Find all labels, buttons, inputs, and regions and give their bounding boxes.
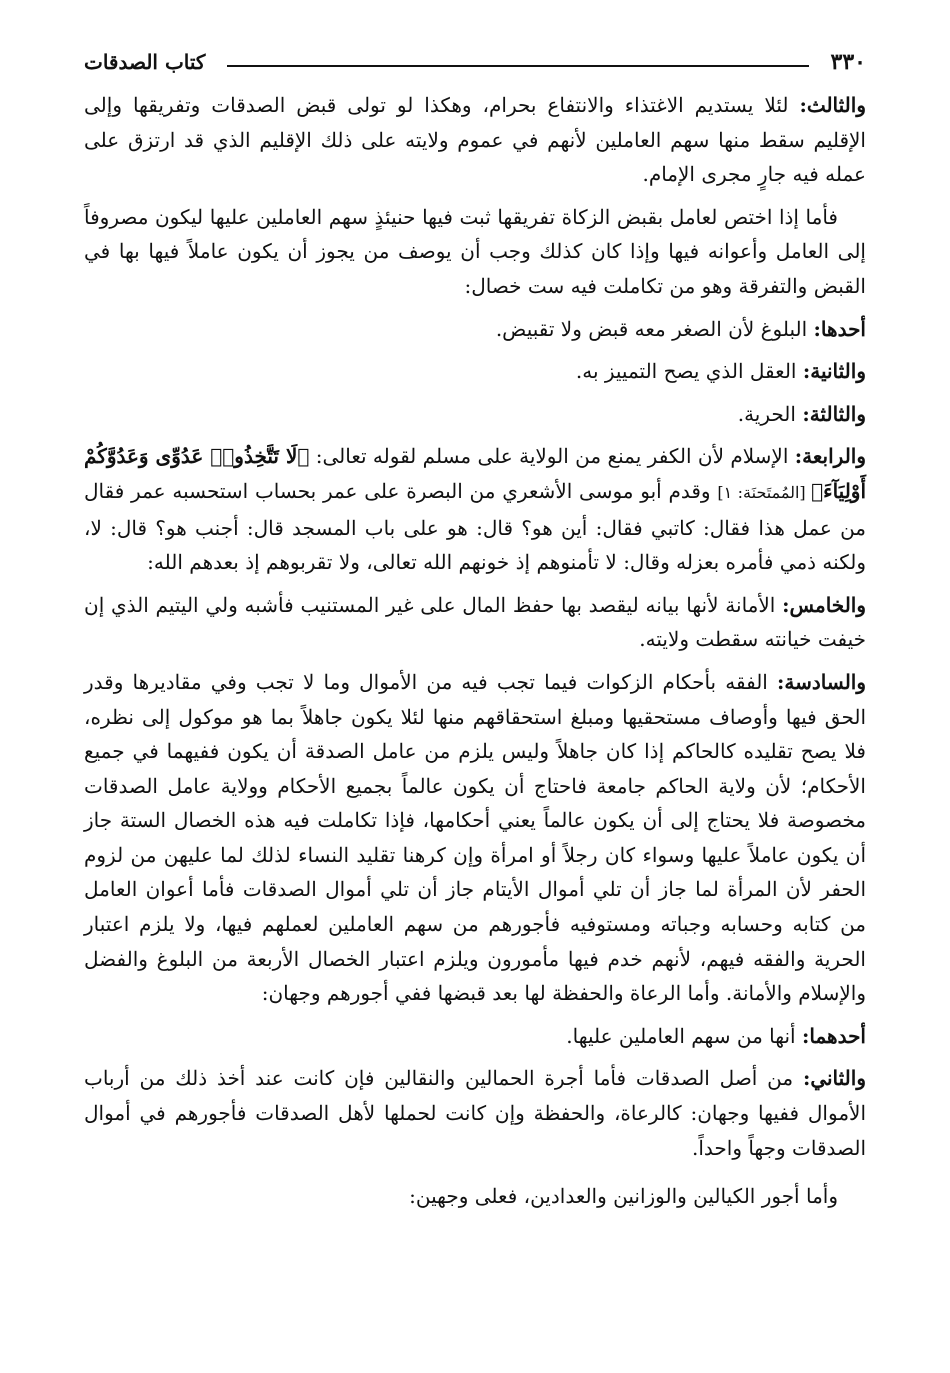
paragraph-lead: أحدهما: bbox=[801, 1023, 866, 1048]
paragraph-lead: والثالثة: bbox=[802, 401, 866, 426]
paragraph-lead: أحدها: bbox=[813, 316, 866, 341]
paragraph-text-continued: وقدم أبو موسى الأشعري من البصرة على عمر بحساب استحسبه عمر فقال من عمل هذا فقال: كاتبي فقال: أين هو؟ قال: هو على باب المسجد قال: أجنب هو؟ قال: لا، ولكنه ذمي فأمره بعزله وقال: لا تأمنوهم إذ خونهم الله تعالى، ولا تقربوهم إذ بعدهم الله: bbox=[84, 478, 866, 575]
page-number: ٣٣٠ bbox=[830, 49, 866, 75]
paragraph-condition-6 bbox=[84, 665, 866, 1011]
paragraph-lead: والسادسة: bbox=[776, 669, 866, 694]
book-title: كتاب الصدقات bbox=[84, 50, 206, 74]
paragraph-text: الفقه بأحكام الزكوات فيما تجب فيه من الأموال وما لا تجب وفي مقاديرها وقدر الحق فيها وأوصاف مستحقيها ومبلغ استحقاقهم منها لئلا يكون جاهلاً بما هو موكول إلى نظره، فلا يصح تقليده كالحاكم إذا كان جاهلاً وليس يلزم من عامل الصدقة أن يكون ففيهما في جميع الأحكام؛ لأن ولاية الحاكم جامعة فاحتاج أن يكون عالماً بجميع الأحكام وولاية عامل الصدقات مخصوصة فلا يحتاج إلى أن يكون عالماً يعني أحكامها، فإذا تكاملت فيه هذه الخصال الستة جاز أن يكون عاملاً عليها وسواء كان رجلاً أو امرأة وإن كرهنا تقليد النساء لذلك لما عليهن من لزوم الحفر لأن المرأة لما جاز أن تلي أموال الأيتام جاز أن تلي أموال الصدقات فأما أعوان العامل من كتابه وحسابه وجباته ومستوفيه فأجورهم من سهم العاملين لعملهم فيها، ولا يلزم اعتبار الحرية والفقه فيهم، لأنهم خدم فيها مأمورون ويلزم اعتبار الخصال الأربعة من البلوغ والفضل والإسلام والأمانة. وأما الرعاة والحفظة لها بعد قبضها ففي أجورهم وجهان: bbox=[84, 669, 867, 1006]
paragraph-text: لئلا يستديم الاغتذاء والانتفاع بحرام، وهكذا لو تولى قبض الصدقات وتفريقها وإلى الإقليم سقط منها سهم العاملين لأنهم في عموم ولايته على ذلك الإقليم الذي قد ارتزق على عمله فيه جارٍ مجرى الإمام. bbox=[84, 93, 866, 187]
page-header bbox=[84, 42, 866, 82]
paragraph-measurers-wages bbox=[84, 1179, 866, 1214]
paragraph-condition-1 bbox=[84, 312, 866, 347]
paragraph-lead: والخامس: bbox=[782, 592, 866, 617]
paragraph-text: الأمانة لأنها بيانه ليقصد بها حفظ المال على غير المستنيب فأشبه ولي اليتيم الذي إن خيفت خيانته سقطت ولايته. bbox=[84, 592, 866, 652]
paragraph-text: فأما إذا اختص لعامل بقبض الزكاة تفريقها ثبت فيها حنيئذٍ سهم العاملين عليها ليكون مصروفاً إلى العامل وأعوانه فيها وإذا كان كذلك وجب أن يوصف من يجوز أن يكون عاملاً فيها بها في القبض والتفرقة وهو من تكاملت فيه ست خصال: bbox=[84, 204, 866, 298]
paragraph-text: العقل الذي يصح التمييز به. bbox=[575, 359, 803, 384]
paragraph-lead: والثانية: bbox=[802, 359, 866, 384]
paragraph-condition-3 bbox=[84, 397, 866, 432]
paragraph-lead: والثاني: bbox=[802, 1066, 866, 1091]
paragraph-lead: والرابعة: bbox=[794, 444, 867, 469]
paragraph-text: الإسلام لأن الكفر يمنع من الولاية على مسلم لقوله تعالى: bbox=[309, 444, 795, 469]
paragraph-third-reason bbox=[84, 88, 866, 192]
paragraph-collector-conditions bbox=[84, 200, 866, 304]
paragraph-text: وأما أجور الكيالين والوزانين والعدادين، فعلى وجهين: bbox=[409, 1184, 838, 1209]
verse-citation: [المُمتَحنَة: ١] bbox=[717, 482, 812, 502]
paragraph-condition-2 bbox=[84, 354, 866, 389]
paragraph-text: الحرية. bbox=[737, 401, 803, 426]
paragraph-view-2 bbox=[84, 1061, 866, 1165]
paragraph-condition-4 bbox=[84, 439, 866, 579]
header-rule bbox=[227, 65, 808, 67]
paragraph-lead: والثالث: bbox=[799, 93, 866, 117]
page-body bbox=[84, 88, 866, 1214]
paragraph-view-1 bbox=[84, 1019, 866, 1054]
paragraph-text: من أصل الصدقات فأما أجرة الحمالين والنقالين فإن كانت عند أخذ ذلك من أرباب الأموال ففيها وجهان: كالرعاة، والحفظة وإن كانت لحملها لأهل الصدقات فأجورهم في أموال الصدقات وجهاً واحداً. bbox=[84, 1066, 866, 1160]
quran-verse: ﴿لَا تَتَّخِذُوا۟ عَدُوِّى وَعَدُوَّكُمْ أَوْلِيَآءَ﴾ bbox=[84, 444, 866, 503]
paragraph-text: أنها من سهم العاملين عليها. bbox=[566, 1023, 802, 1048]
paragraph-text: البلوغ لأن الصغر معه قبض ولا تقبيض. bbox=[495, 316, 814, 341]
paragraph-condition-5 bbox=[84, 588, 866, 657]
